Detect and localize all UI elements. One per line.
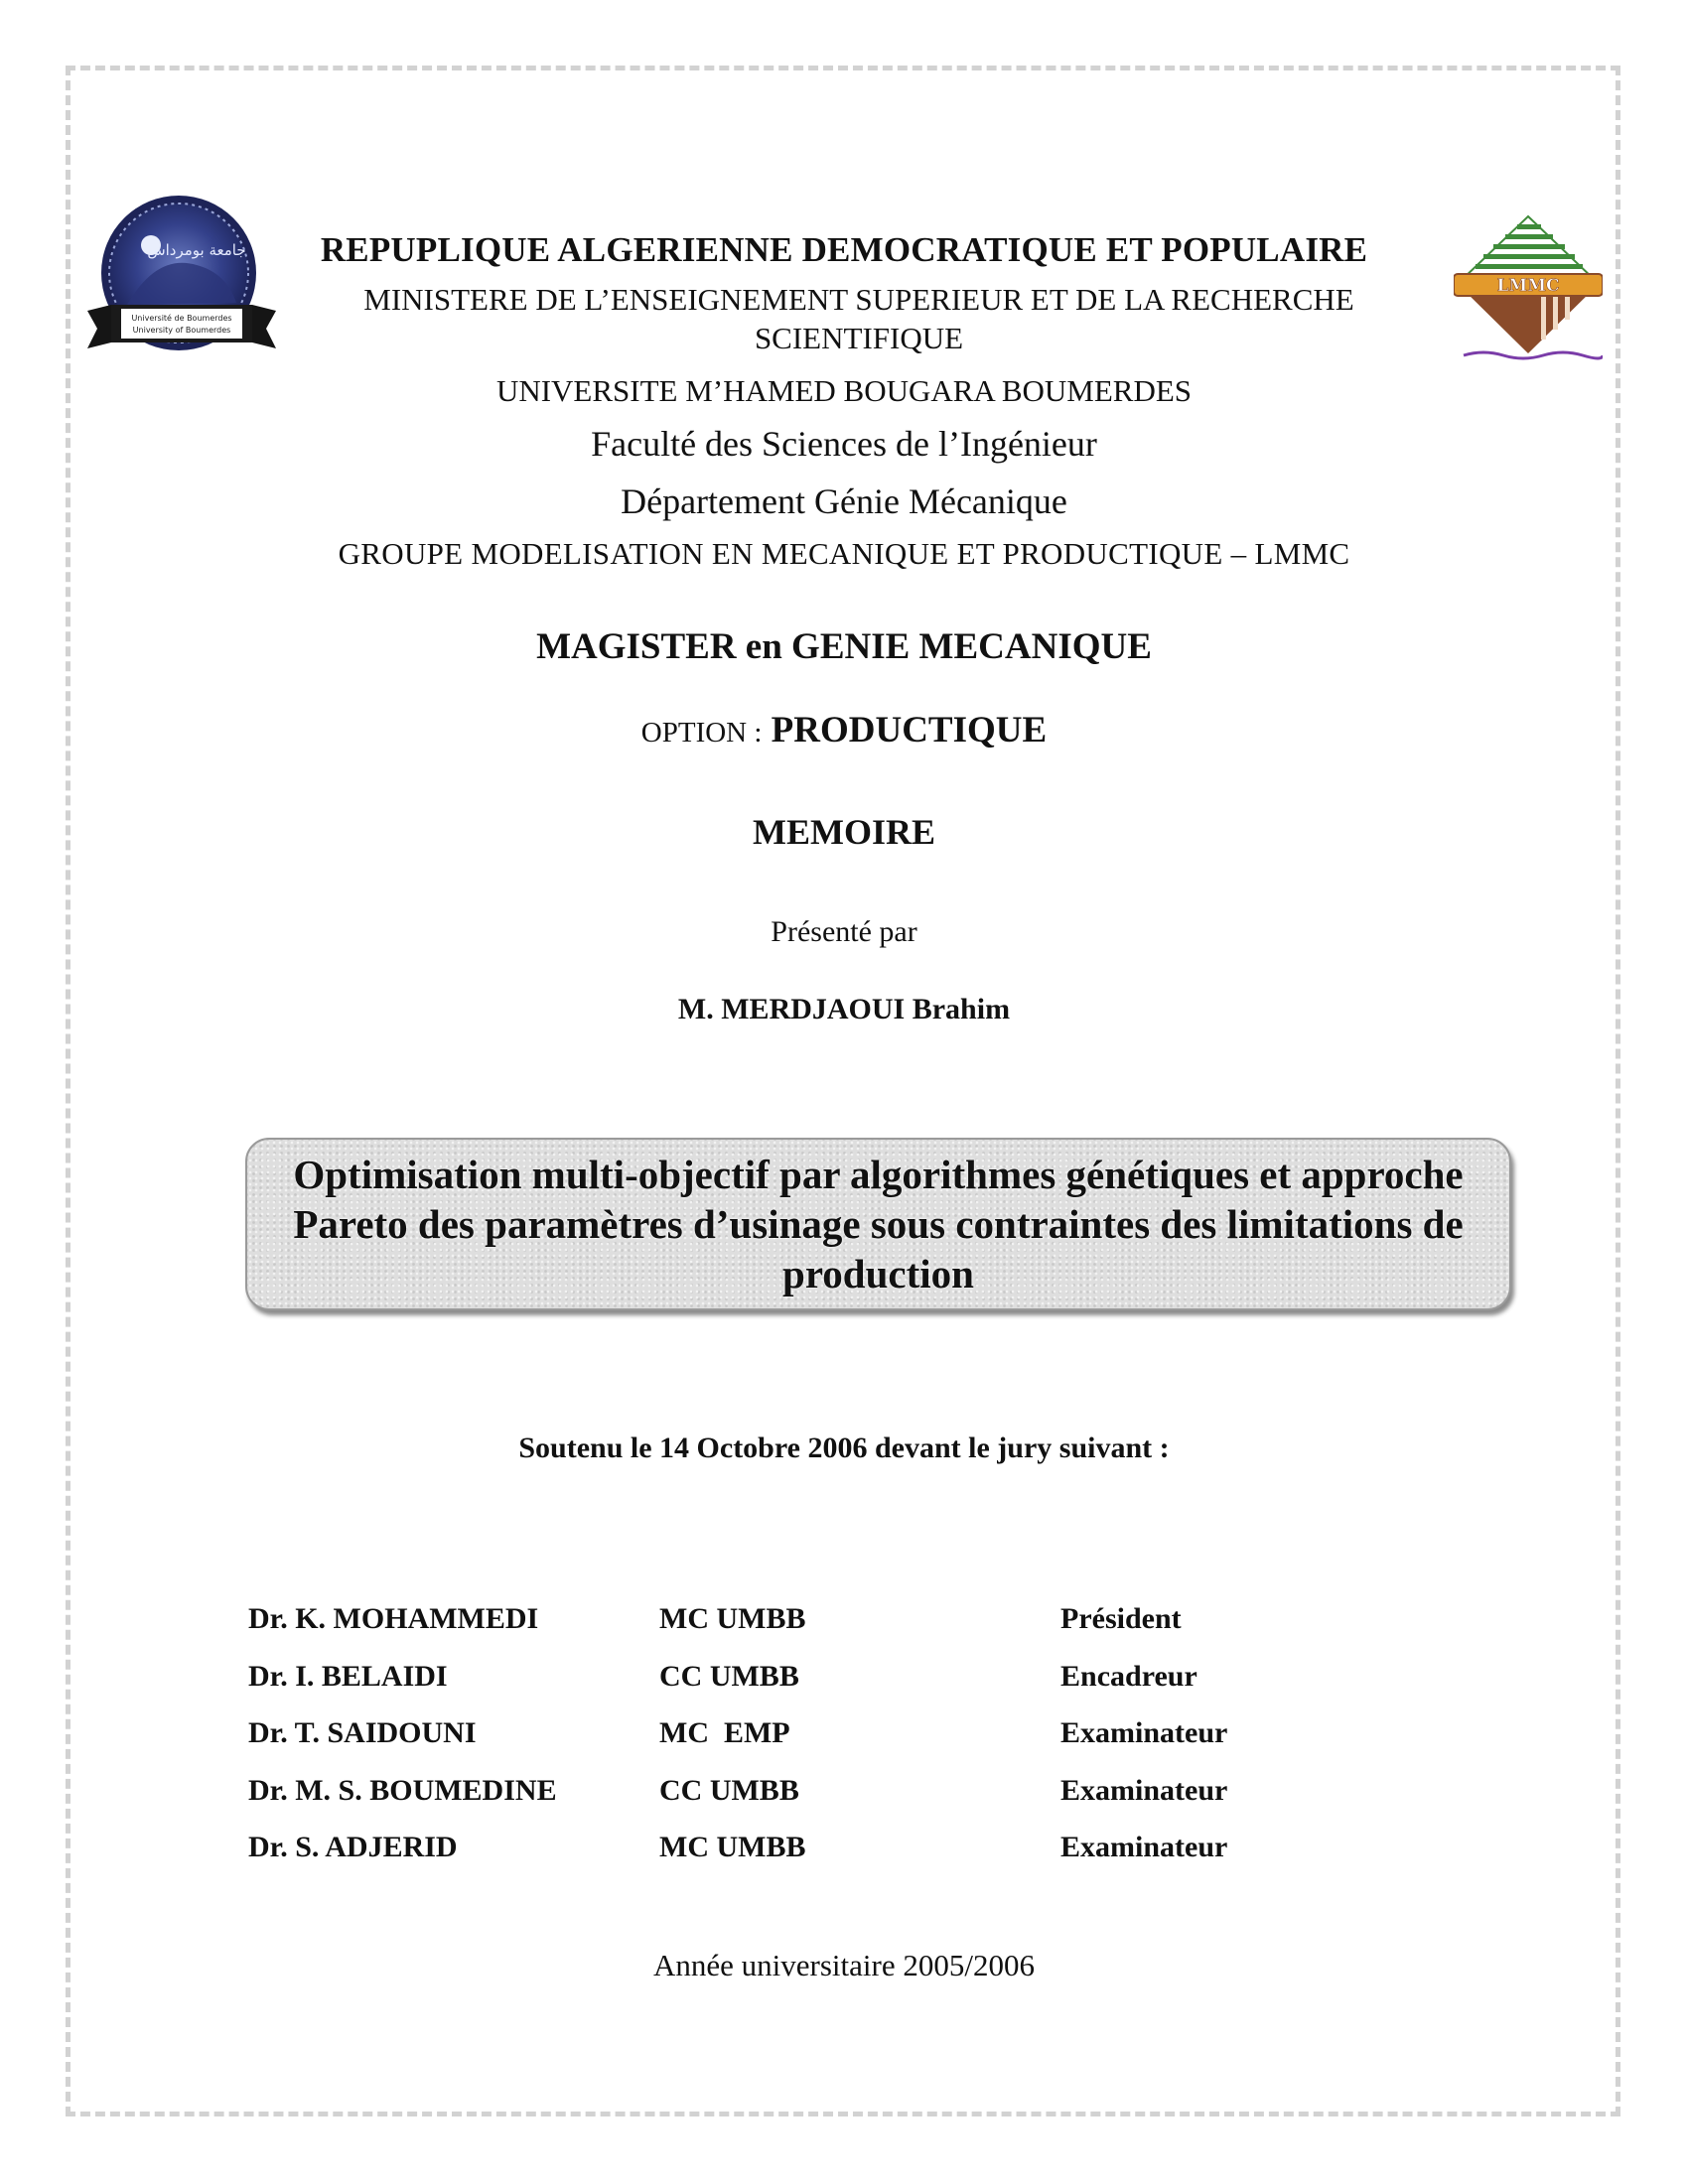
jury-row xyxy=(248,1716,1440,1774)
academic-year: Année universitaire 2005/2006 xyxy=(653,1948,1035,1982)
document-type: MEMOIRE xyxy=(753,812,935,852)
jury-row xyxy=(248,1831,1440,1888)
jury-member-rank: CC UMBB xyxy=(659,1773,799,1807)
option-line xyxy=(0,709,1688,751)
department-line: Département Génie Mécanique xyxy=(621,481,1067,521)
jury-member-name: Dr. I. BELAIDI xyxy=(248,1659,448,1693)
jury-member-name: Dr. S. ADJERID xyxy=(248,1831,458,1863)
author-name: M. MERDJAOUI Brahim xyxy=(677,993,1011,1025)
jury-member-role: Examinateur xyxy=(1060,1716,1228,1749)
lmmc-logo xyxy=(1454,210,1603,361)
option-label: OPTION : xyxy=(640,717,763,749)
seal-ribbon-fr: Université de Boumerdes xyxy=(131,314,232,323)
presented-by: Présenté par xyxy=(771,915,917,948)
jury-member-name: Dr. T. SAIDOUNI xyxy=(248,1716,477,1749)
institution-header xyxy=(278,230,1410,572)
seal-ribbon-en: University of Boumerdes xyxy=(132,326,231,335)
research-group-line: GROUPE MODELISATION EN MECANIQUE ET PRODUCTIQUE – LMMC xyxy=(338,536,1350,571)
jury-member-rank: MC EMP xyxy=(659,1716,790,1749)
thesis-title-box xyxy=(245,1138,1511,1310)
jury-member-name: Dr. M. S. BOUMEDINE xyxy=(248,1773,557,1807)
jury-member-rank: MC UMBB xyxy=(659,1602,806,1635)
option-value: PRODUCTIQUE xyxy=(771,710,1048,751)
thesis-title: Optimisation multi-objectif par algorithmes génétiques et approche Pareto des paramètres d’usinage sous contraintes des limitations de production xyxy=(293,1152,1464,1297)
university-seal-logo xyxy=(87,194,276,360)
university-line: UNIVERSITE M’HAMED BOUGARA BOUMERDES xyxy=(495,373,1193,408)
jury-member-role: Président xyxy=(1060,1602,1182,1635)
degree-title: MAGISTER en GENIE MECANIQUE xyxy=(536,626,1152,667)
jury-member-role: Examinateur xyxy=(1060,1773,1228,1807)
jury-row xyxy=(248,1660,1440,1717)
jury-member-role: Examinateur xyxy=(1060,1831,1228,1863)
jury-row xyxy=(248,1602,1440,1660)
jury-row xyxy=(248,1774,1440,1832)
ministry-line: MINISTERE DE L’ENSEIGNEMENT SUPERIEUR ET DE LA RECHERCHE SCIENTIFIQUE xyxy=(363,282,1354,355)
jury-member-role: Encadreur xyxy=(1060,1659,1197,1693)
seal-arabic-text: جامعة بومرداس xyxy=(147,241,246,259)
jury-member-rank: CC UMBB xyxy=(659,1659,799,1693)
jury-list xyxy=(248,1602,1440,1888)
jury-member-rank: MC UMBB xyxy=(659,1831,806,1863)
republic-line: REPUPLIQUE ALGERIENNE DEMOCRATIQUE ET POPULAIRE xyxy=(320,230,1368,269)
defense-statement: Soutenu le 14 Octobre 2006 devant le jury suivant : xyxy=(518,1432,1170,1464)
lmmc-logo-text: LMMC xyxy=(1496,276,1560,296)
faculty-line: Faculté des Sciences de l’Ingénieur xyxy=(591,424,1097,464)
jury-member-name: Dr. K. MOHAMMEDI xyxy=(248,1602,539,1635)
